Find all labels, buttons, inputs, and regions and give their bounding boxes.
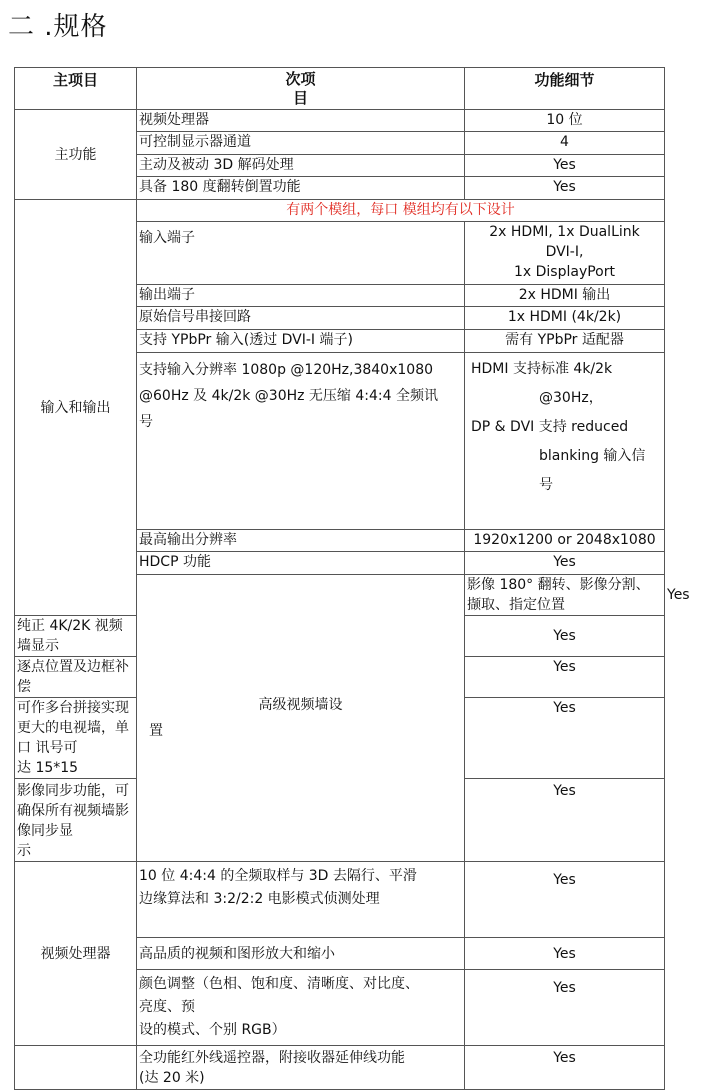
detail-line: DP & DVI 支持 reduced: [471, 419, 629, 435]
row-sub: 输出端子: [137, 285, 465, 307]
row-sub: [137, 353, 465, 530]
row-detail: 1920x1200 or 2048x1080: [465, 530, 665, 552]
row-detail: Yes: [465, 616, 665, 657]
detail-line: @30Hz，: [539, 390, 603, 406]
row-sub: 主动及被动 3D 解码处理: [137, 155, 465, 177]
group-main-function: 主功能: [15, 110, 137, 200]
row-detail: 2x HDMI 输出: [465, 285, 665, 307]
table-row: [15, 1046, 665, 1090]
detail-line: 号: [539, 477, 553, 493]
row-detail: Yes: [465, 698, 665, 779]
sub-line: 设的模式、个别 RGB）: [139, 1022, 286, 1038]
row-detail: Yes: [465, 657, 665, 698]
row-detail: Yes: [465, 938, 665, 970]
table-row: 高级视频墙设 置 影像 180° 翻转、影像分割、撷取、指定位置 Yes: [15, 575, 665, 616]
sub-line: 影像同步功能，可确保所有视频墙影像同步显: [17, 783, 129, 839]
group-video-processor: 视频处理器: [15, 862, 137, 1046]
row-sub: [15, 698, 137, 779]
row-detail: Yes: [465, 155, 665, 177]
row-sub: 纯正 4K/2K 视频墙显示: [15, 616, 137, 657]
group-videowall: [137, 575, 465, 862]
row-detail: [465, 353, 665, 530]
row-detail: Yes: [465, 1046, 665, 1090]
row-sub: 视频处理器: [137, 110, 465, 132]
section-heading: 二 .规格: [8, 12, 108, 42]
detail-line: HDMI 支持标准 4k/2k: [471, 361, 613, 377]
sub-line: 10 位 4:4:4 的全频取样与 3D 去隔行、平滑: [139, 868, 417, 884]
row-sub: 影像 180° 翻转、影像分割、撷取、指定位置: [465, 575, 665, 616]
row-detail: 1x HDMI (4k/2k): [465, 307, 665, 330]
table-row: [15, 862, 665, 938]
sub-line: 支持输入分辨率 1080p @120Hz,3840x1080: [139, 362, 434, 378]
row-detail: [465, 222, 665, 285]
detail-line: 1x DisplayPort: [513, 264, 615, 280]
header-sub: [137, 68, 465, 110]
row-sub: 可控制显示器通道: [137, 132, 465, 155]
header-main: 主项目: [15, 68, 137, 110]
header-detail: 功能细节: [465, 68, 665, 110]
sub-line: 亮度、预: [139, 999, 195, 1015]
row-detail: Yes: [465, 970, 665, 1046]
row-sub: HDCP 功能: [137, 552, 465, 575]
row-detail: Yes: [465, 779, 665, 862]
group-io: 输入和输出: [15, 200, 137, 616]
sub-line: 号: [139, 414, 153, 430]
spec-table: [14, 67, 690, 1090]
sub-line: @60Hz 及 4k/2k @30Hz 无压缩 4:4:4 全频讯: [139, 388, 438, 404]
row-sub: [137, 970, 465, 1046]
table-row: [15, 110, 665, 132]
sub-line: 达 15*15: [17, 760, 79, 776]
sub-line: 颜色调整（色相、饱和度、清晰度、对比度、: [139, 976, 419, 992]
io-note: 有两个模组，每口 模组均有以下设计: [137, 200, 665, 222]
detail-line: blanking 输入信: [539, 448, 646, 464]
row-sub: [137, 862, 465, 938]
row-sub: [137, 1046, 465, 1090]
detail-line: DVI-I,: [545, 244, 584, 260]
group-name-line: 高级视频墙设: [258, 697, 343, 713]
row-detail: Yes: [465, 177, 665, 200]
row-sub: 具备 180 度翻转倒置功能: [137, 177, 465, 200]
row-detail: 10 位: [465, 110, 665, 132]
row-sub: 高品质的视频和图形放大和缩小: [137, 938, 465, 970]
group-remote: [15, 1046, 137, 1090]
row-sub: 逐点位置及边框补偿: [15, 657, 137, 698]
sub-line: 可作多台拼接实现更大的电视墙，单口 讯号可: [17, 700, 129, 756]
row-sub: [15, 779, 137, 862]
header-sub-line: 次项 目: [285, 70, 316, 107]
row-detail: Yes: [465, 552, 665, 575]
row-sub: 最高输出分辨率: [137, 530, 465, 552]
sub-line: (达 20 米): [139, 1070, 205, 1086]
row-sub: 输入端子: [137, 222, 465, 285]
row-sub: 支持 YPbPr 输入(透过 DVI-I 端子): [137, 330, 465, 353]
row-detail: Yes: [465, 862, 665, 938]
table-header-row: [15, 68, 665, 110]
row-detail: 需有 YPbPr 适配器: [465, 330, 665, 353]
sub-line: 边缘算法和 3:2/2:2 电影模式侦测处理: [139, 891, 380, 907]
detail-line: 2x HDMI, 1x DualLink: [489, 224, 640, 240]
group-name-line: 置: [149, 723, 163, 739]
sub-line: 示: [17, 843, 31, 859]
sub-line: 全功能红外线遥控器，附接收器延伸线功能: [139, 1050, 405, 1066]
row-sub: 原始信号串接回路: [137, 307, 465, 330]
row-detail: 4: [465, 132, 665, 155]
table-row: [15, 200, 665, 222]
